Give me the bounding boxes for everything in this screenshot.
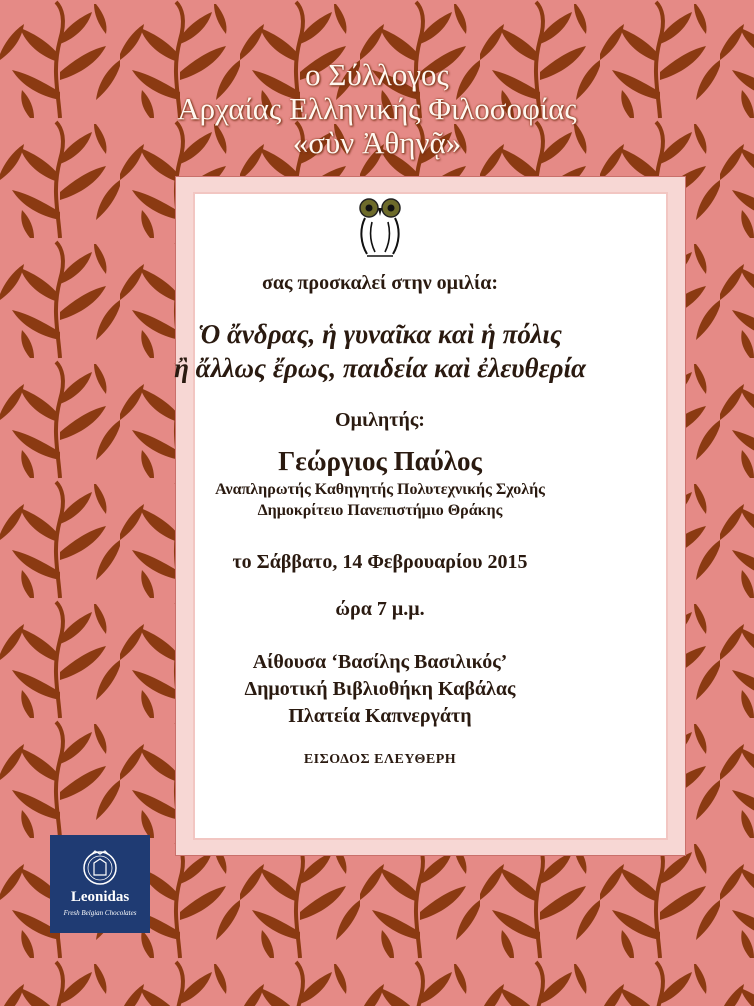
invitation-intro: σας προσκαλεί στην ομιλία: [261, 272, 499, 294]
affiliation-line-1: Αναπληρωτής Καθηγητής Πολυτεχνικής Σχολής [215, 481, 545, 498]
lecture-title-line-1: Ὁ ἄνδρας, ἡ γυναῖκα καὶ ἡ πόλις [198, 319, 562, 349]
leonidas-crest-icon [81, 849, 119, 887]
heading-line-3: «σὺν Ἀθηνᾷ» [292, 125, 462, 160]
lecture-title-line-2: ἢ ἄλλως ἔρως, παιδεία καὶ ἐλευθερία [174, 353, 586, 383]
owl-icon [353, 196, 407, 258]
speaker-affiliation [80, 479, 680, 521]
event-venue [80, 649, 680, 730]
heading-line-2: Αρχαίας Ελληνικής Φιλοσοφίας [177, 91, 577, 126]
organizer-heading [0, 58, 754, 160]
venue-line-2: Δημοτική Βιβλιοθήκη Καβάλας [244, 678, 516, 700]
sponsor-tagline: Fresh Belgian Chocolates [63, 909, 137, 917]
lecture-title [80, 317, 680, 385]
venue-line-3: Πλατεία Καπνεργάτη [288, 705, 472, 727]
event-date: το Σάββατο, 14 Φεβρουαρίου 2015 [232, 551, 528, 573]
invitation-content [80, 196, 680, 768]
free-entry-notice: ΕΙΣΟΔΟΣ ΕΛΕΥΘΕΡΗ [303, 752, 457, 767]
venue-line-1: Αίθουσα ‘Βασίλης Βασιλικός’ [252, 651, 508, 673]
speaker-name: Γεώργιος Παύλος [278, 446, 482, 476]
sponsor-name: Leonidas [70, 889, 130, 905]
speaker-label: Ομιλητής: [335, 409, 425, 431]
heading-line-1: ο Σύλλογος [305, 57, 449, 92]
sponsor-logo [50, 835, 150, 933]
affiliation-line-2: Δημοκρίτειο Πανεπιστήμιο Θράκης [257, 502, 503, 519]
event-time: ώρα 7 μ.μ. [335, 598, 425, 620]
